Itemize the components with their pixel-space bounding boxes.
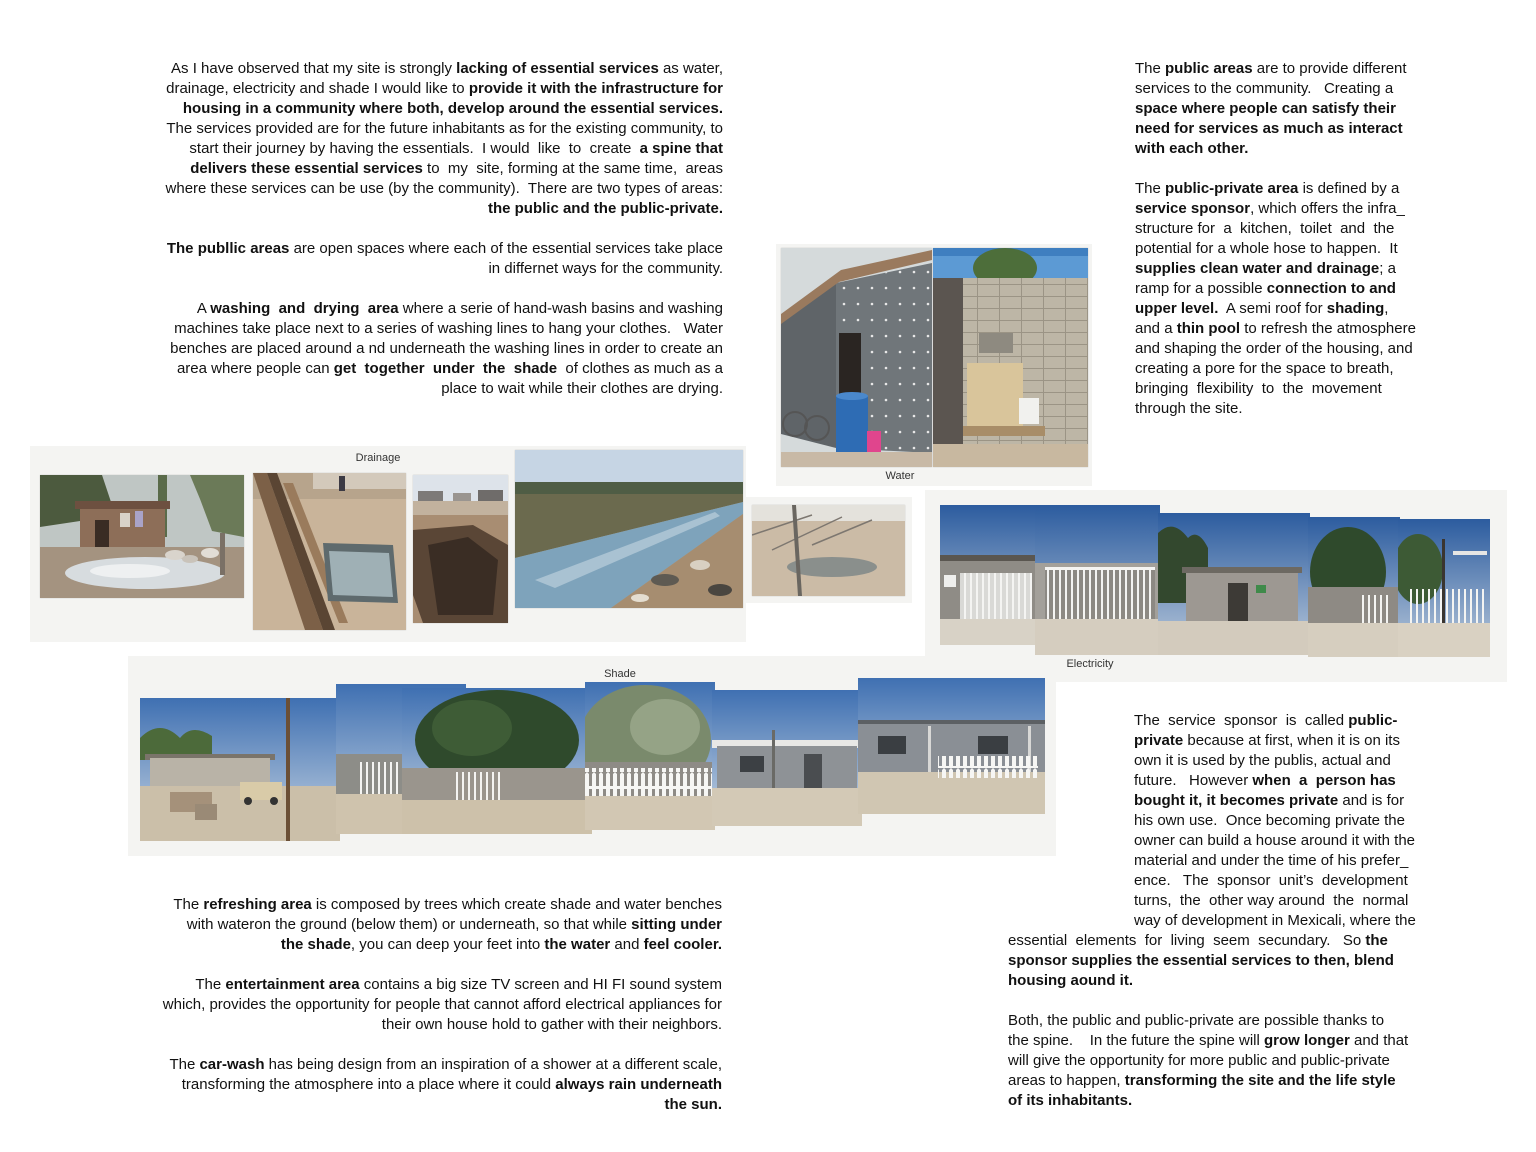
text-line	[1134, 891, 1524, 911]
shade-photo-6	[858, 678, 1045, 814]
text-run: The	[173, 896, 204, 913]
text-line	[1134, 851, 1524, 871]
text-run: The	[1135, 180, 1166, 197]
text-run: are to provide different	[1252, 60, 1407, 77]
text-line	[1135, 279, 1525, 299]
bold-text-run: of its inhabitants.	[1008, 1092, 1133, 1109]
text-run: essential elements for living seem secundary. So	[1008, 932, 1366, 949]
text-run: which, provides the opportunity for people that cannot afford electrical appliances for	[162, 996, 722, 1013]
left-column-bottom-text	[60, 895, 722, 1115]
bold-text-run: provide it with the infrastructure for	[468, 80, 723, 97]
text-line	[1135, 339, 1525, 359]
text-line	[1008, 951, 1508, 971]
text-line	[1134, 791, 1524, 811]
text-run: material and under the time of his prefer_	[1134, 852, 1409, 869]
bold-text-run: washing and drying area	[210, 300, 399, 317]
text-run: contains a big size TV screen and HI FI sound system	[359, 976, 722, 993]
text-line	[60, 99, 723, 119]
bold-text-run: the water	[544, 936, 611, 953]
left-column-top-text	[60, 59, 723, 399]
text-line	[1135, 299, 1525, 319]
paragraph	[60, 59, 723, 219]
text-line	[1134, 731, 1524, 751]
bold-text-run: housing in a community where both, develop around the essential services.	[182, 100, 723, 117]
text-run: creating a pore for the space to breath,	[1135, 360, 1394, 377]
paragraph	[60, 975, 722, 1035]
text-run: As I have observed that my site is strongly	[171, 60, 457, 77]
paragraph	[1135, 59, 1525, 159]
paragraph	[1008, 1011, 1508, 1111]
text-line	[1135, 259, 1525, 279]
paragraph	[60, 239, 723, 279]
drainage-photo-excavation	[413, 475, 508, 623]
paragraph	[1008, 931, 1508, 991]
electricity-photo-1	[940, 505, 1040, 645]
electricity-panorama	[940, 505, 1490, 657]
text-line	[1008, 1031, 1508, 1051]
text-run: The service sponsor is called	[1134, 712, 1349, 729]
text-run: areas to happen,	[1008, 1072, 1125, 1089]
text-line	[1135, 79, 1525, 99]
text-run: because at first, when it is on its	[1183, 732, 1400, 749]
text-run: The	[1135, 60, 1166, 77]
water-caption: Water	[885, 470, 915, 482]
text-run: area where people can	[176, 360, 334, 377]
bold-text-run: public-	[1348, 712, 1398, 729]
text-run: and shaping the order of the housing, and	[1135, 340, 1413, 357]
text-line	[60, 379, 723, 399]
text-line	[60, 895, 722, 915]
text-line	[60, 199, 723, 219]
text-run: The	[195, 976, 226, 993]
text-line	[60, 299, 723, 319]
text-line	[60, 915, 722, 935]
bold-text-run: space where people can satisfy their	[1135, 100, 1396, 117]
paragraph	[60, 895, 722, 955]
bold-text-run: connection to and	[1266, 280, 1396, 297]
shade-caption: Shade	[604, 668, 636, 680]
text-run: way of development in Mexicali, where the	[1134, 912, 1416, 929]
bold-text-run: shading	[1326, 300, 1385, 317]
text-line	[1135, 179, 1525, 199]
text-line	[60, 339, 723, 359]
text-line	[1134, 831, 1524, 851]
text-line	[1135, 359, 1525, 379]
shade-photo-3	[402, 688, 592, 834]
bold-text-run: the shade	[280, 936, 351, 953]
text-run: their own house hold to gather with their neighbors.	[381, 1016, 722, 1033]
bold-text-run: get together under the shade	[333, 360, 558, 377]
text-line	[1008, 1051, 1508, 1071]
bold-text-run: public-private area	[1165, 180, 1299, 197]
bold-text-run: delivers these essential services	[190, 160, 423, 177]
bold-text-run: always rain underneath	[555, 1076, 722, 1093]
text-line	[60, 239, 723, 259]
text-line	[1008, 971, 1508, 991]
text-run: and	[610, 936, 644, 953]
text-run: to my site, forming at the same time, areas	[422, 160, 723, 177]
text-run: future. However	[1134, 772, 1253, 789]
bold-text-run: housing aound it.	[1008, 972, 1133, 989]
text-run: where a serie of hand-wash basins and washing	[398, 300, 723, 317]
shade-photo-5	[712, 690, 862, 826]
right-column-bottom-text-upper	[1134, 711, 1524, 931]
text-run: where these services can be use (by the community). There are two types of areas:	[165, 180, 723, 197]
text-line	[1134, 711, 1524, 731]
shade-photo-4	[579, 682, 715, 830]
text-run: ,	[1384, 300, 1389, 317]
electricity-photo-4	[1308, 517, 1400, 657]
text-run: with wateron the ground (below them) or underneath, so that while	[186, 916, 632, 933]
bold-text-run: entertainment area	[225, 976, 360, 993]
text-run: of clothes as much as a	[557, 360, 723, 377]
text-run: owner can build a house around it with the	[1134, 832, 1416, 849]
text-run: start their journey by having the essentials. I would like to create	[189, 140, 640, 157]
text-run: machines take place next to a series of washing lines to hang your clothes. Water	[174, 320, 723, 337]
bold-text-run: upper level.	[1135, 300, 1219, 317]
bold-text-run: grow longer	[1263, 1032, 1350, 1049]
bold-text-run: public areas	[1165, 60, 1253, 77]
text-line	[1134, 911, 1524, 931]
text-line	[60, 1075, 722, 1095]
bold-text-run: with each other.	[1135, 140, 1249, 157]
text-line	[60, 319, 723, 339]
text-run: own it is used by the publis, actual and	[1134, 752, 1391, 769]
text-run: is defined by a	[1298, 180, 1400, 197]
text-run: to refresh the atmosphere	[1240, 320, 1416, 337]
text-run: A semi roof for	[1218, 300, 1327, 317]
text-run: are open spaces where each of the essential services take place	[289, 240, 723, 257]
bold-text-run: sitting under	[631, 916, 722, 933]
text-line	[1135, 399, 1525, 419]
right-column-top-text	[1135, 59, 1525, 419]
bold-text-run: feel cooler.	[643, 936, 722, 953]
shade-photo-1	[140, 698, 340, 841]
text-run: , you can deep your feet into	[350, 936, 545, 953]
text-line	[1135, 119, 1525, 139]
text-run: bringing flexibility to the movement	[1135, 380, 1382, 397]
text-line	[60, 1055, 722, 1075]
text-run: The services provided are for the future inhabitants as for the existing community, to	[166, 120, 723, 137]
text-run: A	[196, 300, 211, 317]
drainage-photo-canal	[515, 450, 743, 608]
text-run: is composed by trees which create shade and water benches	[311, 896, 722, 913]
text-run: drainage, electricity and shade I would like to	[166, 80, 469, 97]
text-line	[1008, 1091, 1508, 1111]
text-line	[1135, 379, 1525, 399]
text-line	[60, 179, 723, 199]
text-line	[1135, 59, 1525, 79]
text-run: in differnet ways for the community.	[488, 260, 723, 277]
text-run: services to the community. Creating a	[1135, 80, 1394, 97]
bold-text-run: a spine that	[639, 140, 723, 157]
text-line	[1134, 811, 1524, 831]
text-run: potential for a whole hose to happen. It	[1135, 240, 1398, 257]
text-run: structure for a kitchen, toilet and the	[1135, 220, 1395, 237]
bold-text-run: service sponsor	[1135, 200, 1251, 217]
bold-text-run: the public and the public-private.	[487, 200, 723, 217]
water-photo-block-wall	[933, 248, 1088, 467]
paragraph	[60, 299, 723, 399]
paragraph	[1135, 179, 1525, 419]
text-run: and a	[1135, 320, 1177, 337]
text-line	[1008, 1011, 1508, 1031]
drainage-photo-puddle	[752, 505, 905, 596]
text-line	[1135, 99, 1525, 119]
text-run: his own use. Once becoming private the	[1134, 812, 1405, 829]
drainage-photo-water-hole	[253, 473, 406, 630]
text-line	[1008, 931, 1508, 951]
text-run: benches are placed around a nd underneath the washing lines in order to create an	[170, 340, 723, 357]
bold-text-run: when a person has	[1252, 772, 1396, 789]
text-run: ence. The sponsor unit’s development	[1134, 872, 1408, 889]
text-line	[60, 359, 723, 379]
paragraph	[1134, 711, 1524, 931]
text-line	[60, 139, 723, 159]
text-line	[1134, 751, 1524, 771]
text-line	[60, 995, 722, 1015]
text-run: turns, the other way around the normal	[1134, 892, 1409, 909]
text-line	[1135, 199, 1525, 219]
text-line	[60, 1015, 722, 1035]
bold-text-run: sponsor supplies the essential services to then, blend	[1008, 952, 1394, 969]
shade-panorama	[140, 678, 1045, 843]
text-line	[60, 975, 722, 995]
text-run: the spine. In the future the spine will	[1008, 1032, 1264, 1049]
text-run: as water,	[658, 60, 723, 77]
text-run: and that	[1349, 1032, 1409, 1049]
text-line	[60, 159, 723, 179]
text-run: transforming the atmosphere into a place where it could	[181, 1076, 556, 1093]
text-line	[1135, 139, 1525, 159]
text-line	[1135, 239, 1525, 259]
text-line	[1135, 319, 1525, 339]
text-line	[60, 1095, 722, 1115]
text-run: , which offers the infra_	[1250, 200, 1405, 217]
right-column-bottom-text-lower	[1008, 931, 1508, 1111]
bold-text-run: transforming the site and the life style	[1124, 1072, 1396, 1089]
text-run: through the site.	[1135, 400, 1243, 417]
text-run: will give the opportunity for more public and public-private	[1008, 1052, 1390, 1069]
text-run: and is for	[1338, 792, 1405, 809]
electricity-photo-5	[1393, 519, 1490, 657]
electricity-photo-2	[1035, 505, 1160, 655]
water-photo-shack-barrel	[781, 248, 932, 467]
text-run: has being design from an inspiration of a shower at a different scale,	[264, 1056, 722, 1073]
text-run: ramp for a possible	[1135, 280, 1267, 297]
bold-text-run: refreshing area	[203, 896, 312, 913]
text-line	[60, 259, 723, 279]
bold-text-run: supplies clean water and drainage	[1135, 260, 1380, 277]
bold-text-run: The publlic areas	[166, 240, 290, 257]
bold-text-run: the sun.	[664, 1096, 722, 1113]
bold-text-run: the	[1365, 932, 1388, 949]
text-line	[60, 935, 722, 955]
drainage-photo-shack-puddle	[40, 475, 244, 598]
text-run: ; a	[1379, 260, 1396, 277]
bold-text-run: bought it, it becomes private	[1134, 792, 1339, 809]
text-line	[1134, 771, 1524, 791]
text-line	[1135, 219, 1525, 239]
text-run: Both, the public and public-private are possible thanks to	[1008, 1012, 1385, 1029]
text-line	[60, 79, 723, 99]
drainage-caption: Drainage	[355, 452, 401, 464]
text-line	[1134, 871, 1524, 891]
text-run: place to wait while their clothes are drying.	[441, 380, 723, 397]
bold-text-run: thin pool	[1176, 320, 1241, 337]
bold-text-run: lacking of essential services	[456, 60, 659, 77]
text-line	[1008, 1071, 1508, 1091]
bold-text-run: private	[1134, 732, 1184, 749]
text-run: The	[169, 1056, 200, 1073]
electricity-photo-3	[1158, 513, 1310, 655]
bold-text-run: need for services as much as interact	[1135, 120, 1403, 137]
electricity-caption: Electricity	[1066, 658, 1114, 670]
paragraph	[60, 1055, 722, 1115]
bold-text-run: car-wash	[199, 1056, 265, 1073]
text-line	[60, 119, 723, 139]
text-line	[60, 59, 723, 79]
